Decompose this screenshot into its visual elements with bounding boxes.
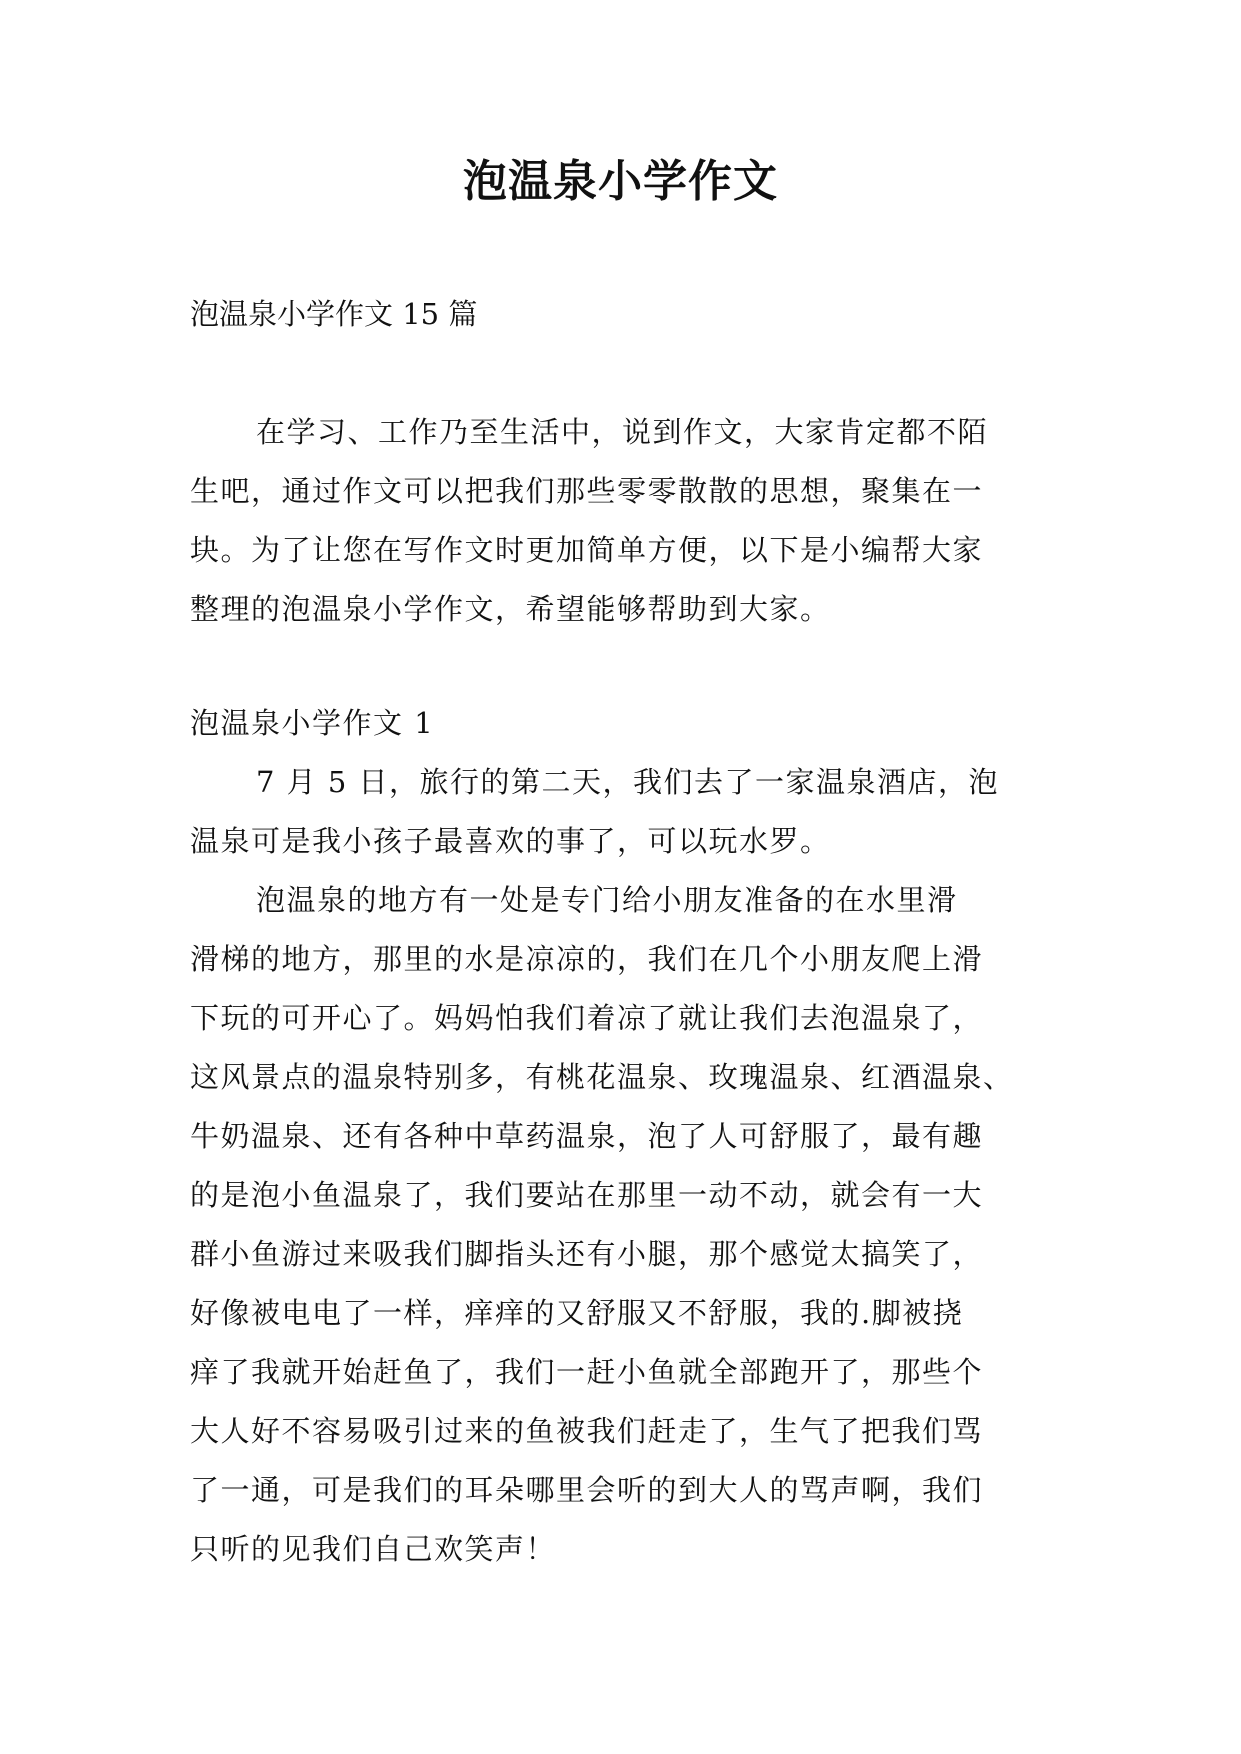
section-heading: 泡温泉小学作文 1 bbox=[190, 706, 435, 740]
text-line: 这风景点的温泉特别多，有桃花温泉、玫瑰温泉、红酒温泉、 bbox=[190, 1060, 1014, 1094]
text-line: 7 月 5 日，旅行的第二天，我们去了一家温泉酒店，泡 bbox=[256, 765, 1000, 799]
text-line: 只听的见我们自己欢笑声！ bbox=[190, 1532, 557, 1566]
document-subtitle: 泡温泉小学作文 15 篇 bbox=[190, 297, 478, 331]
text-line: 了一通，可是我们的耳朵哪里会听的到大人的骂声啊，我们 bbox=[190, 1473, 984, 1507]
text-line: 下玩的可开心了。妈妈怕我们着凉了就让我们去泡温泉了， bbox=[190, 1001, 984, 1035]
text-line: 在学习、工作乃至生活中，说到作文，大家肯定都不陌 bbox=[256, 415, 989, 449]
text-line: 泡温泉的地方有一处是专门给小朋友准备的在水里滑 bbox=[256, 883, 958, 917]
text-line: 牛奶温泉、还有各种中草药温泉，泡了人可舒服了，最有趣 bbox=[190, 1119, 984, 1153]
text-line: 整理的泡温泉小学作文，希望能够帮助到大家。 bbox=[190, 592, 831, 626]
body-paragraph bbox=[190, 871, 1050, 1579]
text-line: 的是泡小鱼温泉了，我们要站在那里一动不动，就会有一大 bbox=[190, 1178, 984, 1212]
body-paragraph bbox=[190, 753, 1050, 871]
text-line: 滑梯的地方，那里的水是凉凉的，我们在几个小朋友爬上滑 bbox=[190, 942, 984, 976]
text-line: 痒了我就开始赶鱼了，我们一赶小鱼就全部跑开了，那些个 bbox=[190, 1355, 984, 1389]
document-title: 泡温泉小学作文 bbox=[463, 156, 778, 207]
text-line: 群小鱼游过来吸我们脚指头还有小腿，那个感觉太搞笑了， bbox=[190, 1237, 984, 1271]
text-line: 块。为了让您在写作文时更加简单方便，以下是小编帮大家 bbox=[190, 533, 984, 567]
text-line: 生吧，通过作文可以把我们那些零零散散的思想，聚集在一 bbox=[190, 474, 984, 508]
text-line: 好像被电电了一样，痒痒的又舒服又不舒服，我的.脚被挠 bbox=[190, 1296, 964, 1330]
text-line: 大人好不容易吸引过来的鱼被我们赶走了，生气了把我们骂 bbox=[190, 1414, 984, 1448]
intro-paragraph bbox=[190, 403, 1050, 639]
text-line: 温泉可是我小孩子最喜欢的事了，可以玩水罗。 bbox=[190, 824, 831, 858]
